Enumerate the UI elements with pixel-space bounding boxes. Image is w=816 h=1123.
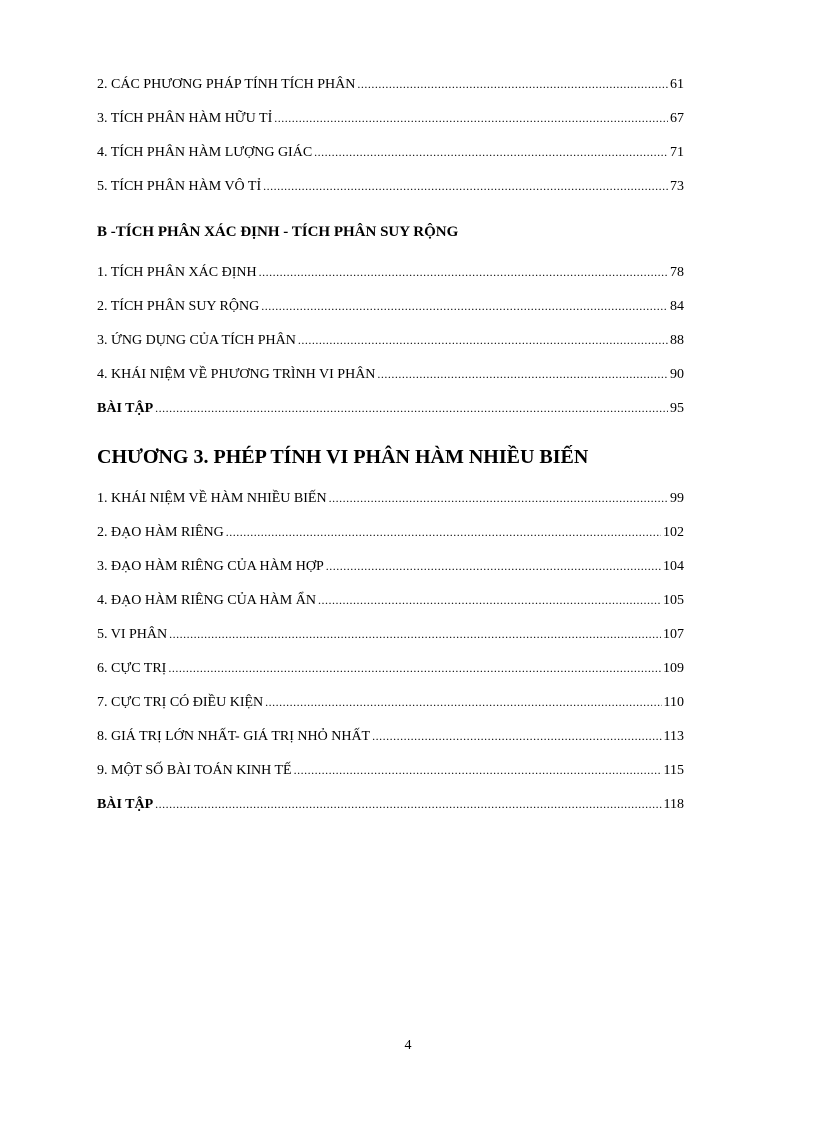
dot-leader: [226, 522, 661, 542]
dot-leader: [169, 624, 661, 644]
chapter-heading: CHƯƠNG 3. PHÉP TÍNH VI PHÂN HÀM NHIỀU BIẾN: [97, 446, 589, 468]
toc-entry-page: 105: [663, 593, 684, 608]
dot-leader: [259, 262, 668, 282]
toc-entry[interactable]: [97, 488, 684, 508]
dot-leader: [155, 398, 668, 418]
dot-leader: [261, 296, 668, 316]
toc-entry-title: 2. ĐẠO HÀM RIÊNG: [97, 525, 224, 540]
toc-entry-title: 9. MỘT SỐ BÀI TOÁN KINH TẾ: [97, 763, 292, 778]
toc-entry[interactable]: [97, 760, 684, 780]
dot-leader: [265, 692, 661, 712]
dot-leader: [298, 330, 668, 350]
toc-entry[interactable]: [97, 262, 684, 282]
toc-entry-title: 1. KHÁI NIỆM VỀ HÀM NHIỀU BIẾN: [97, 491, 327, 506]
toc-entry-page: 104: [663, 559, 684, 574]
toc-entry-page: 115: [663, 763, 684, 778]
toc-entry-page: 88: [670, 333, 684, 348]
toc-entry-page: 110: [663, 695, 684, 710]
dot-leader: [314, 142, 668, 162]
toc-entry-exercises[interactable]: [97, 794, 684, 814]
toc-entry-title: 4. KHÁI NIỆM VỀ PHƯƠNG TRÌNH VI PHÂN: [97, 367, 376, 382]
dot-leader: [274, 108, 668, 128]
toc-entry[interactable]: [97, 108, 684, 128]
toc-entry[interactable]: [97, 658, 684, 678]
toc-entry[interactable]: [97, 74, 684, 94]
toc-entry[interactable]: [97, 522, 684, 542]
toc-entry-title: 4. TÍCH PHÂN HÀM LƯỢNG GIÁC: [97, 145, 313, 160]
toc-entry-title: 5. TÍCH PHÂN HÀM VÔ TỈ: [97, 179, 262, 194]
toc-entry-page: 107: [663, 627, 684, 642]
toc-entry[interactable]: [97, 364, 684, 384]
toc-entry-title: 5. VI PHÂN: [97, 627, 168, 642]
toc-entry-title: 4. ĐẠO HÀM RIÊNG CỦA HÀM ẨN: [97, 593, 316, 608]
toc-entry-title: 3. TÍCH PHÂN HÀM HỮU TỈ: [97, 111, 273, 126]
toc-entry-title: BÀI TẬP: [97, 797, 154, 812]
toc-entry-page: 113: [663, 729, 684, 744]
toc-entry-title: 3. ỨNG DỤNG CỦA TÍCH PHÂN: [97, 333, 296, 348]
toc-entry-title: 1. TÍCH PHÂN XÁC ĐỊNH: [97, 265, 257, 280]
toc-entry[interactable]: [97, 142, 684, 162]
toc-entry[interactable]: [97, 692, 684, 712]
toc-entry[interactable]: [97, 296, 684, 316]
toc-entry-exercises[interactable]: [97, 398, 684, 418]
dot-leader: [329, 488, 668, 508]
toc-entry-title: BÀI TẬP: [97, 401, 154, 416]
dot-leader: [263, 176, 668, 196]
toc-entry-page: 95: [670, 401, 684, 416]
toc-entry[interactable]: [97, 624, 684, 644]
toc-entry-page: 67: [670, 111, 684, 126]
dot-leader: [155, 794, 661, 814]
toc-entry-title: 6. CỰC TRỊ: [97, 661, 167, 676]
toc-entry[interactable]: [97, 176, 684, 196]
toc-entry-title: 2. CÁC PHƯƠNG PHÁP TÍNH TÍCH PHÂN: [97, 77, 356, 92]
toc-entry-title: 2. TÍCH PHÂN SUY RỘNG: [97, 299, 260, 314]
toc-entry-page: 71: [670, 145, 684, 160]
toc-entry-page: 73: [670, 179, 684, 194]
toc-entry-page: 118: [663, 797, 684, 812]
dot-leader: [377, 364, 668, 384]
toc-entry[interactable]: [97, 726, 684, 746]
dot-leader: [372, 726, 661, 746]
toc-entry-page: 102: [663, 525, 684, 540]
toc-entry-page: 109: [663, 661, 684, 676]
toc-entry-title: 8. GIÁ TRỊ LỚN NHẤT- GIÁ TRỊ NHỎ NHẤT: [97, 729, 371, 744]
toc-entry[interactable]: [97, 556, 684, 576]
toc-entry-page: 61: [670, 77, 684, 92]
toc-entry-page: 90: [670, 367, 684, 382]
dot-leader: [168, 658, 661, 678]
section-b-heading: B -TÍCH PHÂN XÁC ĐỊNH - TÍCH PHÂN SUY RỘNG: [97, 224, 459, 240]
dot-leader: [294, 760, 662, 780]
toc-entry-page: 99: [670, 491, 684, 506]
dot-leader: [326, 556, 661, 576]
toc-entry-title: 7. CỰC TRỊ CÓ ĐIỀU KIỆN: [97, 695, 264, 710]
dot-leader: [318, 590, 661, 610]
toc-entry[interactable]: [97, 590, 684, 610]
toc-entry-title: 3. ĐẠO HÀM RIÊNG CỦA HÀM HỢP: [97, 559, 324, 574]
toc-entry-page: 78: [670, 265, 684, 280]
toc-entry[interactable]: [97, 330, 684, 350]
dot-leader: [357, 74, 668, 94]
page-number: 4: [404, 1038, 412, 1053]
toc-entry-page: 84: [670, 299, 684, 314]
